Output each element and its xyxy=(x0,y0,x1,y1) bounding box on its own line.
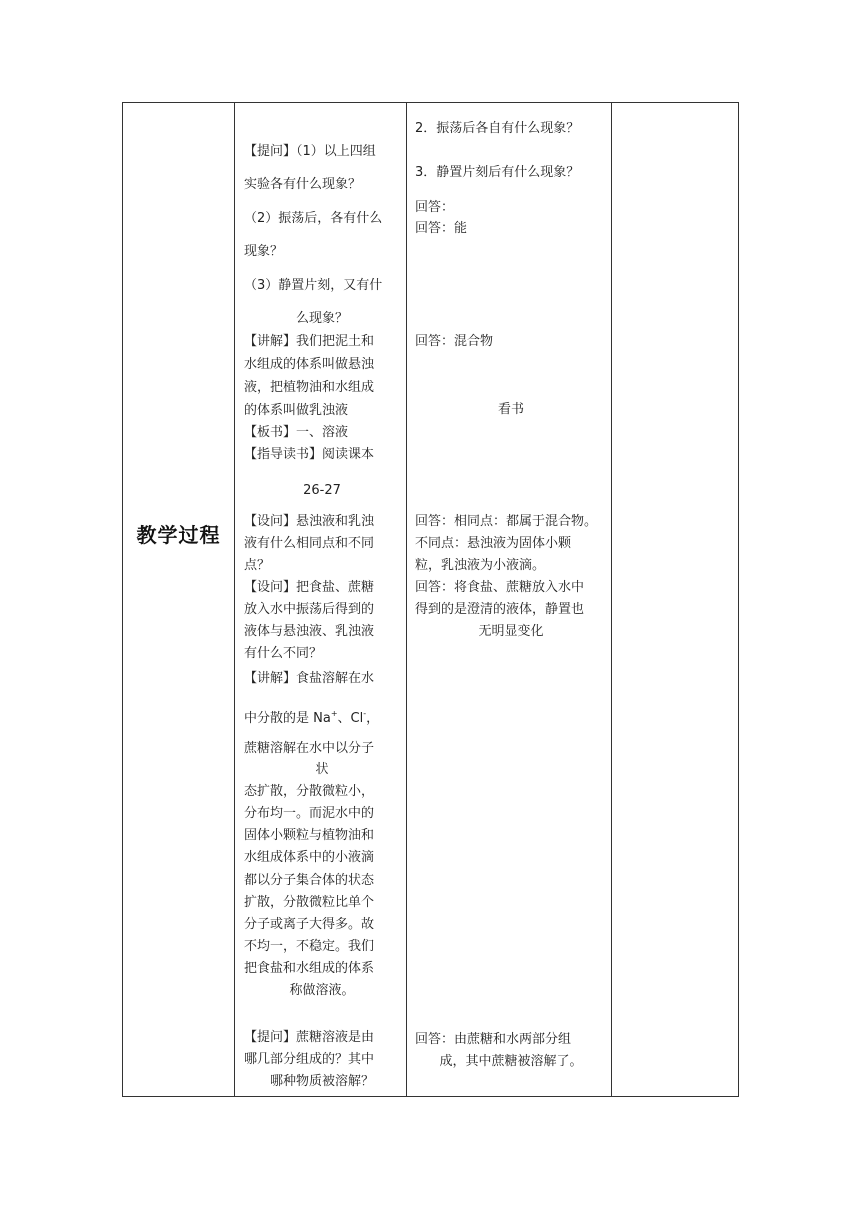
teacher-question-similar-line1: 【设问】悬浊液和乳浊 xyxy=(244,514,375,529)
teacher-lecture-2-ions xyxy=(244,703,400,730)
teacher-question-salt-line4: 有什么不同？ xyxy=(244,646,323,661)
teacher-question-salt-line1: 【设问】把食盐、蔗糖 xyxy=(244,580,375,595)
teacher-lecture-1-line2: 水组成的体系叫做悬浊 xyxy=(244,357,375,372)
teacher-lecture-1-line1: 【讲解】我们把泥土和 xyxy=(244,334,375,349)
student-answer-salt-line1: 回答：将食盐、蔗糖放入水中 xyxy=(415,580,585,595)
student-answer-final-line2: 成，其中蔗糖被溶解了。 xyxy=(439,1054,583,1069)
teacher-question-2-line2: 现象？ xyxy=(244,244,284,259)
teacher-question-3-line2: 么现象？ xyxy=(295,311,348,326)
teacher-activity-cell xyxy=(235,103,406,1096)
teacher-lecture-2-line5: 都以分子集合体的状态 xyxy=(244,873,375,888)
teacher-question-similar-line2: 液有什么相同点和不同 xyxy=(244,536,375,551)
teacher-question-final-line2: 哪几部分组成的？其中 xyxy=(244,1052,375,1067)
student-question-3: 3．静置片刻后有什么现象？ xyxy=(415,165,580,180)
sodium-charge: + xyxy=(330,709,338,718)
teacher-question-3-line1: （3）静置片刻，又有什 xyxy=(244,278,383,293)
teacher-question-similar-line3: 点？ xyxy=(244,558,271,573)
teacher-lecture-2-line6: 扩散，分散微粒比单个 xyxy=(244,895,375,910)
student-answer-salt-line2: 得到的是澄清的液体，静置也 xyxy=(415,602,585,617)
teacher-lecture-2-sugar: 蔗糖溶解在水中以分子 xyxy=(244,741,375,756)
teacher-lecture-2-line9: 把食盐和水组成的体系 xyxy=(244,961,375,976)
lesson-table xyxy=(122,102,739,1097)
teacher-question-intro-line2: 实验各有什么现象？ xyxy=(244,177,362,192)
teacher-question-final-line1: 【提问】蔗糖溶液是由 xyxy=(244,1030,375,1045)
student-read-book: 看书 xyxy=(497,402,524,417)
ions-text: 中分散的是 Na xyxy=(244,711,331,726)
section-label-cell xyxy=(123,103,234,1096)
teacher-lecture-2-line1: 态扩散，分散微粒小， xyxy=(244,784,375,799)
student-activity-cell xyxy=(407,103,611,1096)
student-answer-1: 回答： xyxy=(415,200,455,215)
teacher-lecture-2-line7: 分子或离子大得多。故 xyxy=(244,917,375,932)
notes-cell xyxy=(612,103,738,1096)
teacher-question-salt-line3: 液体与悬浊液、乳浊液 xyxy=(244,624,375,639)
section-label: 教学过程 xyxy=(136,523,221,547)
teacher-board-note: 【板书】一、溶液 xyxy=(244,425,349,440)
teacher-lecture-2-shape: 状 xyxy=(315,762,329,777)
teacher-lecture-2-head: 【讲解】食盐溶解在水 xyxy=(244,671,375,686)
teacher-guide-reading: 【指导读书】阅读课本 xyxy=(244,447,375,462)
teacher-lecture-2-line3: 固体小颗粒与植物油和 xyxy=(244,828,375,843)
teacher-lecture-1-line3: 液，把植物油和水组成 xyxy=(244,380,375,395)
student-answer-final-line1: 回答：由蔗糖和水两部分组 xyxy=(415,1032,572,1047)
teacher-lecture-2-line2: 分布均一。而泥水中的 xyxy=(244,806,375,821)
teacher-question-salt-line2: 放入水中振荡后得到的 xyxy=(244,602,375,617)
student-answer-similar-line1: 回答：相同点：都属于混合物。 xyxy=(415,514,598,529)
student-answer-similar-line3: 粒，乳浊液为小液滴。 xyxy=(415,558,546,573)
chloride-charge: - xyxy=(363,709,367,718)
student-answer-mixture: 回答：混合物 xyxy=(415,334,494,349)
student-answer-similar-line2: 不同点：悬浊液为固体小颗 xyxy=(415,536,572,551)
teacher-lecture-2-line4: 水组成体系中的小液滴 xyxy=(244,850,375,865)
ions-end: ， xyxy=(366,711,380,726)
student-question-2: 2．振荡后各自有什么现象？ xyxy=(415,121,580,136)
student-answer-salt-line3: 无明显变化 xyxy=(478,624,544,639)
teacher-lecture-1-line4: 的体系叫做乳浊液 xyxy=(244,403,349,418)
teacher-question-final-line3: 哪种物质被溶解？ xyxy=(269,1074,374,1089)
teacher-lecture-2-line8: 不均一，不稳定。我们 xyxy=(244,939,375,954)
teacher-lecture-2-last: 称做溶液。 xyxy=(289,983,355,998)
teacher-textbook-pages: 26-27 xyxy=(303,483,341,498)
chloride-text: 、Cl xyxy=(337,711,364,726)
student-answer-2: 回答：能 xyxy=(415,221,468,236)
teacher-question-intro-line1: 【提问】（1）以上四组 xyxy=(244,144,376,159)
teacher-question-2-line1: （2）振荡后，各有什么 xyxy=(244,211,383,226)
